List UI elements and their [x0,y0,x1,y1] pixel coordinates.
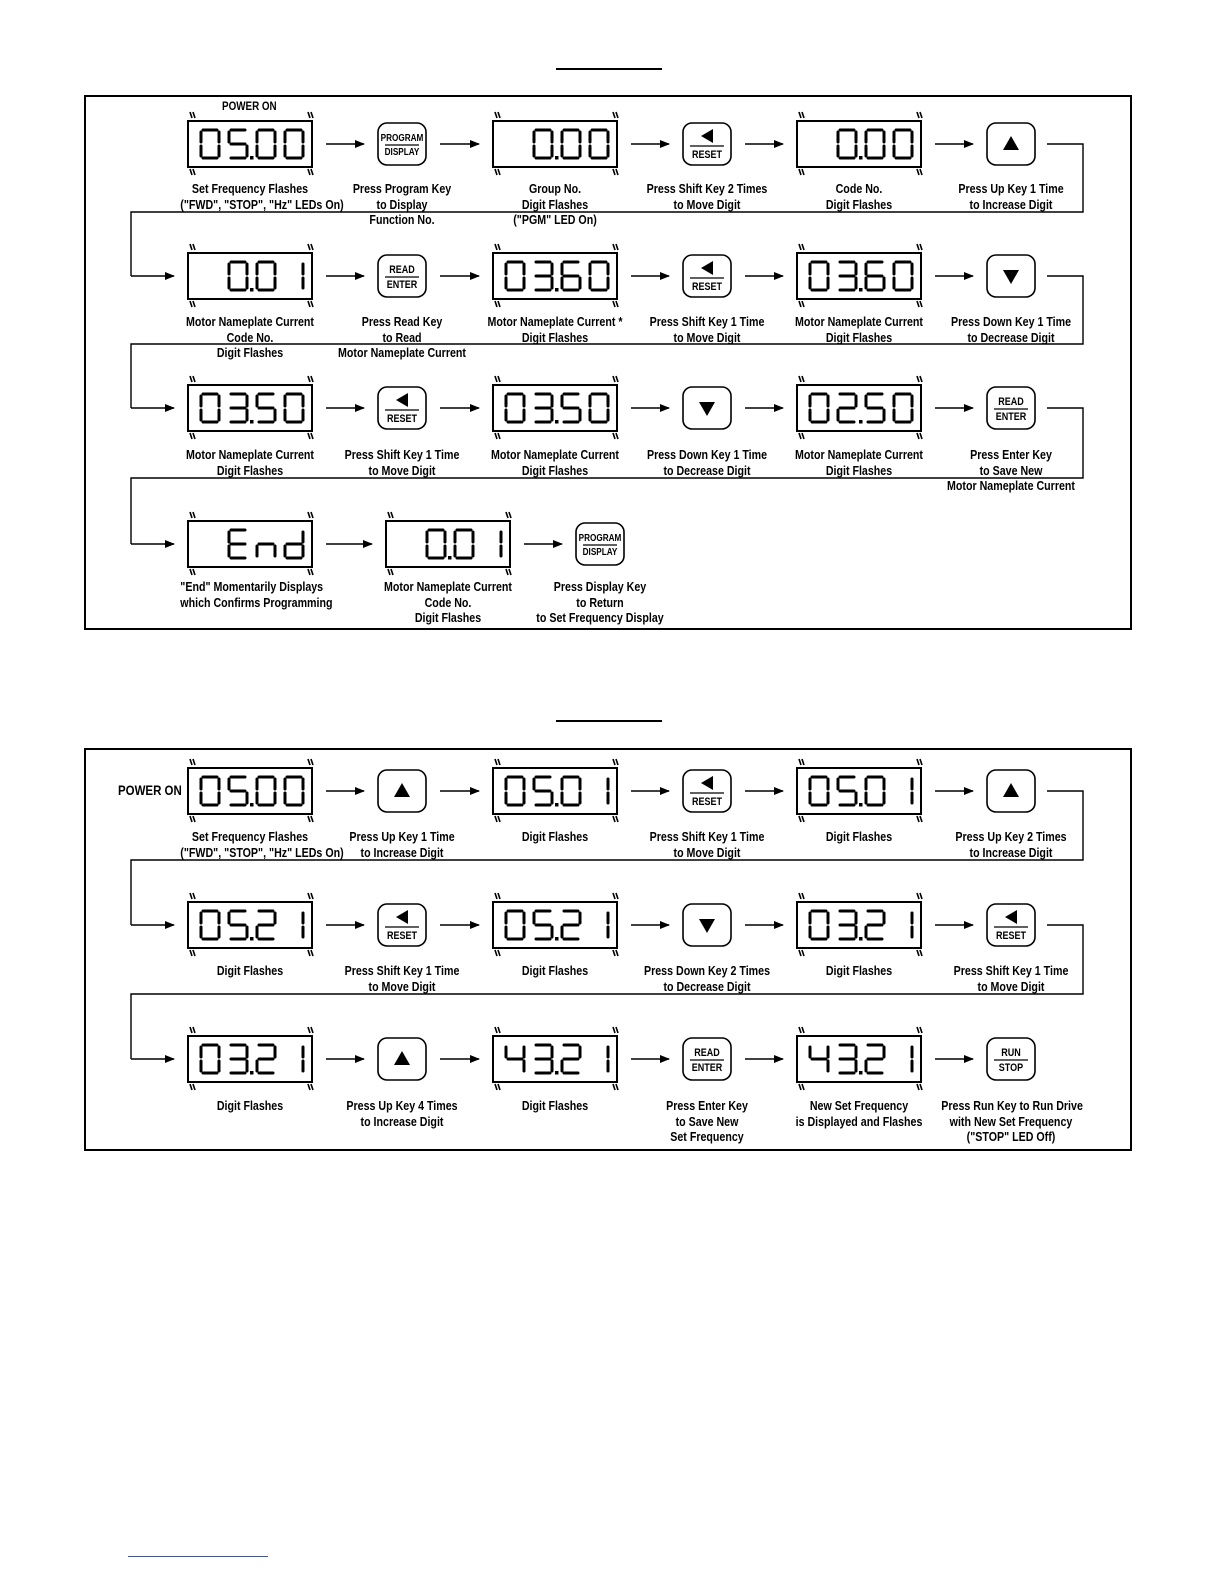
d2-row1-step5-display [797,759,922,822]
d1-row1-step1-caption [180,181,344,212]
display-frame [188,1036,312,1082]
flash-mark [190,816,195,822]
caption-line: ("FWD", "STOP", "Hz" LEDs On) [180,844,344,860]
d1-row2-step1-display [188,244,313,307]
flash-mark [308,112,313,118]
caption-line: Motor Nameplate Current [795,314,923,329]
caption-line: to Decrease Digit [663,462,751,478]
d2-row1-step5-caption [789,829,928,845]
d1-row2-step2-caption [332,314,471,361]
caption-line: Code No. [835,181,883,196]
d1-row2-step5-caption [789,314,928,345]
decimal-point [555,937,559,941]
caption-line: Digit Flashes [521,462,589,478]
display-frame [188,253,312,299]
d1-row3-step3-caption [485,447,624,478]
d2-row3-step4-read-enter-key[interactable] [683,1038,731,1080]
caption-line: Group No. [528,181,582,196]
flash-mark [308,376,313,382]
flash-mark [308,1084,313,1090]
caption-line: Digit Flashes [216,462,284,478]
d2-row2-step2-shift-key[interactable] [378,904,426,946]
d1-row2-step2-read-enter-key[interactable] [378,255,426,297]
d1-row4-step1-caption [180,579,333,610]
caption-line: Set Frequency Flashes [191,829,309,844]
d1-row2-step5-display [797,244,922,307]
flash-mark [917,1084,922,1090]
flash-mark [495,1084,500,1090]
caption-line: Set Frequency [670,1129,744,1144]
caption-line: to Decrease Digit [967,329,1055,345]
display-frame [493,768,617,814]
key-label-read: READ [389,264,415,277]
flash-mark [308,512,313,518]
d2-row2-step5-display [797,893,922,956]
display-frame [797,385,921,431]
flash-mark [495,433,500,439]
caption-line: is Displayed and Flashes [795,1113,923,1129]
caption-line: Digit Flashes [216,345,284,360]
flash-mark [917,893,922,899]
d1-row1-step6-up-key[interactable] [987,123,1035,165]
d2-row2-step3-display [493,893,618,956]
flash-mark [495,893,500,899]
caption-line: "End" Momentarily Displays [180,579,324,594]
key-label-enter: ENTER [386,279,418,292]
flash-mark [917,169,922,175]
caption-line: Press Shift Key 1 Time [649,314,765,329]
caption-line: ("FWD", "STOP", "Hz" LEDs On) [180,196,344,212]
caption-line: to Move Digit [673,329,741,345]
display-frame [797,902,921,948]
caption-line: Digit Flashes [216,1098,284,1113]
d1-row4-step1-display [188,512,313,575]
decimal-point [555,156,559,160]
d1-row4-step2-caption [378,579,517,626]
flash-mark [495,816,500,822]
d1-row3-step2-caption [332,447,471,478]
key-label-reset: RESET [995,930,1027,943]
d2-row1-step1-display [188,759,313,822]
caption-line: to Increase Digit [969,844,1053,860]
d2-row3-step3-caption [485,1098,624,1114]
caption-line: Digit Flashes [825,829,893,844]
flash-mark [799,112,804,118]
display-frame [493,253,617,299]
flash-mark [613,759,618,765]
caption-line: to Move Digit [673,844,741,860]
caption-line: Press Up Key 4 Times [346,1098,458,1113]
flash-mark [613,169,618,175]
caption-line: New Set Frequency [809,1098,909,1113]
d2-row2-step5-caption [789,963,928,979]
d1-row1-step3-caption [485,181,624,228]
flash-mark [613,816,618,822]
flash-mark [495,169,500,175]
d1-row1-step4-caption [637,181,776,212]
flash-mark [495,376,500,382]
caption-line: Function No. [369,212,435,227]
flash-mark [799,433,804,439]
key-label-program: PROGRAM [578,532,622,544]
d1-row1-step5-display [797,112,922,175]
flash-mark [613,1027,618,1033]
d1-row3-step6-read-enter-key[interactable] [987,387,1035,429]
display-frame [493,902,617,948]
caption-line: Digit Flashes [521,329,589,345]
flash-mark [190,512,195,518]
key-label-program: PROGRAM [380,132,424,144]
d2-row1-step2-up-key[interactable] [378,770,426,812]
key-label-read: READ [694,1047,720,1060]
flash-mark [917,950,922,956]
key-label-reset: RESET [386,930,418,943]
d2-row1-step2-caption [332,829,471,860]
caption-line: Motor Nameplate Current [491,447,619,462]
caption-line: to Move Digit [368,978,436,994]
flash-mark [308,816,313,822]
caption-line: to Increase Digit [969,196,1053,212]
decimal-point [448,556,452,560]
caption-line: Press Down Key 1 Time [950,314,1072,329]
caption-line: to Increase Digit [360,1113,444,1129]
flash-mark [190,169,195,175]
d2-row3-step5-display [797,1027,922,1090]
caption-line: to Return [576,594,624,610]
flash-mark [308,169,313,175]
flash-mark [613,1084,618,1090]
flash-mark [190,376,195,382]
d1-row1-step4-shift-key[interactable] [683,123,731,165]
key-label-reset: RESET [691,149,723,162]
flash-mark [799,816,804,822]
d2-row3-step1-caption [180,1098,319,1114]
caption-line: to Read [382,329,422,345]
flash-mark [917,244,922,250]
decimal-point [555,1071,559,1075]
caption-line: Press Shift Key 1 Time [649,829,765,844]
d1-row3-step2-shift-key[interactable] [378,387,426,429]
d2-row2-step2-caption [332,963,471,994]
d1-row4-step3-program-display-key[interactable] [576,523,624,565]
flash-mark [917,301,922,307]
flash-mark [190,244,195,250]
key-outline[interactable] [378,123,426,165]
power-on-label: POWER ON [118,782,182,798]
d1-row1-step6-caption [941,181,1080,212]
flash-mark [917,759,922,765]
display-frame [493,121,617,167]
flash-mark [917,433,922,439]
power-on-label: POWER ON [222,99,277,113]
caption-line: Press Down Key 1 Time [646,447,768,462]
caption-line: Code No. [424,594,472,610]
caption-line: ("PGM" LED On) [513,212,597,227]
flash-mark [917,376,922,382]
flash-mark [799,244,804,250]
key-label-read: READ [998,396,1024,409]
flash-mark [613,950,618,956]
flash-mark [190,301,195,307]
d2-row2-step6-shift-key[interactable] [987,904,1035,946]
flash-mark [495,112,500,118]
key-label-reset: RESET [691,796,723,809]
d1-row2-step3-display [493,244,618,307]
d1-row3-step1-caption [180,447,319,478]
caption-line: Motor Nameplate Current [795,447,923,462]
d2-row1-step3-caption [485,829,624,845]
d1-row1-step3-display [493,112,618,175]
caption-line: to Set Frequency Display [536,610,664,625]
decimal-point [250,156,254,160]
d2-row3-step6-caption [941,1098,1083,1145]
flash-mark [190,1027,195,1033]
flash-mark [190,759,195,765]
flash-mark [613,301,618,307]
flash-mark [799,1084,804,1090]
flash-mark [308,433,313,439]
d1-row2-step6-down-key[interactable] [987,255,1035,297]
flash-mark [190,569,195,575]
decimal-point [859,420,863,424]
caption-line: Digit Flashes [216,963,284,978]
caption-line: Motor Nameplate Current [186,447,314,462]
flash-mark [190,950,195,956]
flash-mark [506,569,511,575]
caption-line: Digit Flashes [521,1098,589,1113]
display-frame [386,521,510,567]
flash-mark [308,893,313,899]
decimal-point [859,1071,863,1075]
flash-mark [388,512,393,518]
display-frame [797,253,921,299]
caption-line: to Save New [675,1113,739,1129]
caption-line: to Move Digit [977,978,1045,994]
caption-line: Press Run Key to Run Drive [941,1098,1083,1113]
caption-line: to Decrease Digit [663,978,751,994]
d2-row3-step2-up-key[interactable] [378,1038,426,1080]
footer-link-underline [128,1556,268,1557]
caption-line: Digit Flashes [414,610,482,625]
d1-row3-step1-display [188,376,313,439]
caption-line: with New Set Frequency [949,1113,1073,1129]
flash-mark [190,112,195,118]
flash-mark [613,433,618,439]
caption-line: Digit Flashes [521,963,589,978]
display-frame [188,768,312,814]
d2-row3-step1-display [188,1027,313,1090]
d2-row3-step3-display [493,1027,618,1090]
d2-row2-step3-caption [485,963,624,979]
caption-line: Motor Nameplate Current [338,345,466,360]
caption-line: Motor Nameplate Current [947,478,1075,493]
decimal-point [859,937,863,941]
caption-line: Press Shift Key 1 Time [953,963,1069,978]
flash-mark [799,950,804,956]
caption-line: Motor Nameplate Current * [487,314,623,329]
decimal-point [555,288,559,292]
flash-mark [799,169,804,175]
d2-row2-step1-caption [180,963,319,979]
caption-line: Digit Flashes [521,829,589,844]
decimal-point [555,803,559,807]
key-outline[interactable] [576,523,624,565]
d1-row4-step2-display [386,512,511,575]
flash-mark [495,950,500,956]
caption-line: Press Shift Key 1 Time [344,447,460,462]
caption-line: Press Program Key [352,181,452,196]
flash-mark [308,759,313,765]
flash-mark [308,1027,313,1033]
caption-line: Motor Nameplate Current [186,314,314,329]
caption-line: to Save New [979,462,1043,478]
caption-line: Press Shift Key 2 Times [646,181,768,196]
d1-row3-step5-caption [789,447,928,478]
caption-line: to Move Digit [368,462,436,478]
flash-mark [495,244,500,250]
caption-line: Digit Flashes [825,462,893,478]
caption-line: Digit Flashes [825,963,893,978]
decimal-point [250,803,254,807]
d2-row1-step6-caption [941,829,1080,860]
d1-row3-step4-down-key[interactable] [683,387,731,429]
flash-mark [799,893,804,899]
flash-mark [308,301,313,307]
key-label-display: DISPLAY [582,546,618,558]
d1-row2-step3-caption [485,314,624,345]
d1-row3-step6-caption [941,447,1080,494]
d1-row2-step1-caption [180,314,319,361]
flash-mark [613,112,618,118]
caption-line: Motor Nameplate Current [384,579,512,594]
decimal-point [250,288,254,292]
flash-mark [613,244,618,250]
key-label-run: RUN [1001,1047,1021,1060]
d2-row1-step1-caption [180,829,344,860]
flash-mark [495,1027,500,1033]
key-label-stop: STOP [998,1062,1024,1075]
caption-line: Digit Flashes [825,329,893,345]
d2-row2-step4-down-key[interactable] [683,904,731,946]
d1-row3-step4-caption [637,447,776,478]
caption-line: to Move Digit [673,196,741,212]
key-label-reset: RESET [386,413,418,426]
caption-line: Press Read Key [361,314,443,329]
flash-mark [799,1027,804,1033]
caption-line: which Confirms Programming [180,594,333,610]
d1-row1-step1-display [188,112,313,175]
flash-mark [917,112,922,118]
flash-mark [613,893,618,899]
decimal-point [859,156,863,160]
decimal-point [250,420,254,424]
d2-row1-step3-display [493,759,618,822]
flash-mark [190,1084,195,1090]
flash-mark [917,816,922,822]
key-label-enter: ENTER [691,1062,723,1075]
flash-mark [308,569,313,575]
key-label-enter: ENTER [995,411,1027,424]
d1-row4-step3-caption [530,579,669,626]
d1-row1-step2-program-display-key[interactable] [378,123,426,165]
flash-mark [506,512,511,518]
flash-mark [308,244,313,250]
decimal-point [250,937,254,941]
caption-line: Press Enter Key [666,1098,748,1113]
caption-line: Press Up Key 2 Times [955,829,1067,844]
caption-line: to Increase Digit [360,844,444,860]
decimal-point [250,1071,254,1075]
d1-row3-step5-display [797,376,922,439]
decimal-point [859,288,863,292]
decimal-point [859,803,863,807]
display-frame [797,768,921,814]
d2-row2-step4-caption [637,963,776,994]
caption-line: Digit Flashes [521,196,589,212]
caption-line: Set Frequency Flashes [191,181,309,196]
display-frame [797,121,921,167]
flash-mark [799,759,804,765]
flash-mark [495,759,500,765]
caption-line: Code No. [226,329,274,345]
flash-mark [613,376,618,382]
d2-row3-step5-caption [789,1098,928,1129]
d2-row3-step2-caption [332,1098,471,1129]
d1-row2-step6-caption [941,314,1080,345]
flash-mark [799,376,804,382]
d1-row1-step2-caption [332,181,471,228]
caption-line: Digit Flashes [825,196,893,212]
caption-line: to Display [376,196,428,212]
d1-row2-step4-caption [637,314,776,345]
d1-row1-step5-caption [789,181,928,212]
key-label-reset: RESET [691,281,723,294]
flash-mark [190,893,195,899]
display-frame [493,385,617,431]
d2-row1-step6-up-key[interactable] [987,770,1035,812]
decimal-point [555,420,559,424]
flash-mark [190,433,195,439]
key-label-display: DISPLAY [384,146,420,158]
d2-row2-step1-display [188,893,313,956]
d2-row3-step4-caption [637,1098,776,1145]
flash-mark [799,301,804,307]
d1-row2-step4-shift-key[interactable] [683,255,731,297]
caption-line: Press Up Key 1 Time [349,829,455,844]
d2-row1-step4-caption [637,829,776,860]
caption-line: Press Display Key [553,579,647,594]
caption-line: Press Up Key 1 Time [958,181,1064,196]
display-frame [188,385,312,431]
d2-row2-step6-caption [941,963,1080,994]
flash-mark [495,301,500,307]
display-frame [188,902,312,948]
d2-row1-step4-shift-key[interactable] [683,770,731,812]
caption-line: Press Down Key 2 Times [643,963,770,978]
flash-mark [308,950,313,956]
flash-mark [917,1027,922,1033]
d2-row3-step6-run-stop-key[interactable] [987,1038,1035,1080]
caption-line: ("STOP" LED Off) [966,1129,1056,1144]
caption-line: Press Shift Key 1 Time [344,963,460,978]
flash-mark [388,569,393,575]
d1-row3-step3-display [493,376,618,439]
caption-line: Press Enter Key [970,447,1052,462]
display-frame [188,121,312,167]
